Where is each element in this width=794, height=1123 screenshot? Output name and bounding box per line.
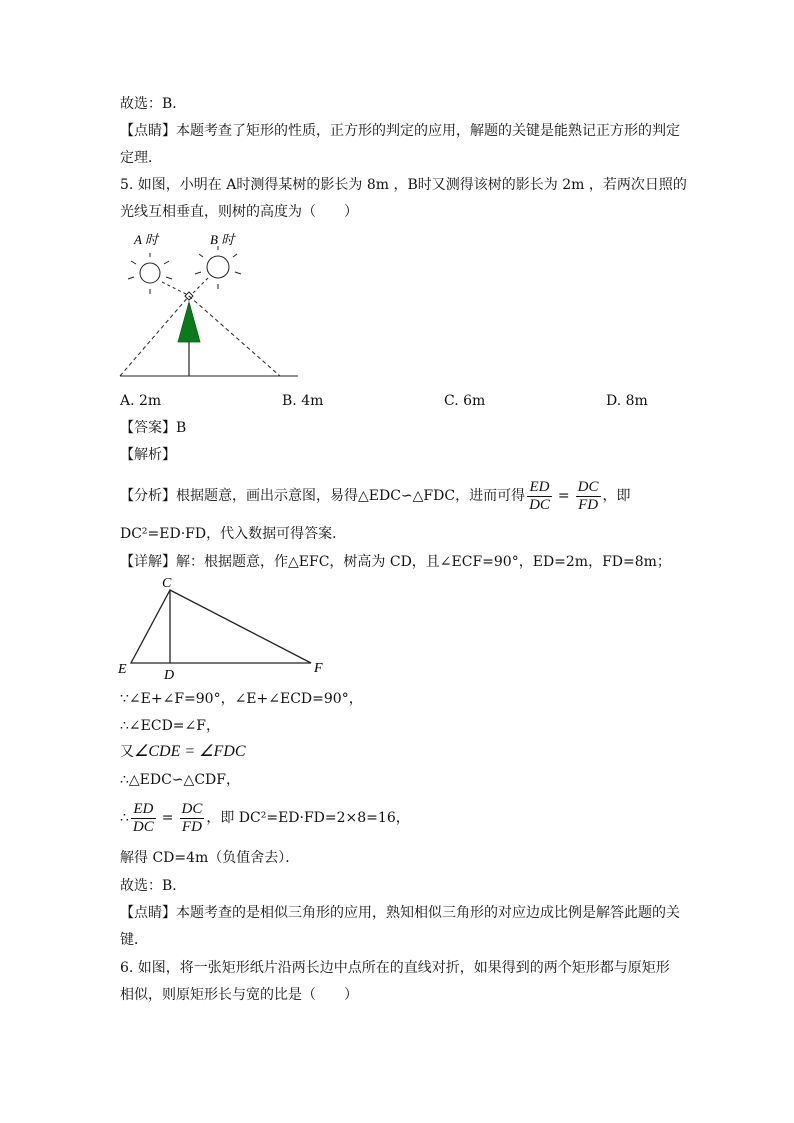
analysis-title: 【解析】 xyxy=(120,447,176,463)
option-b[interactable]: B. 4m xyxy=(282,393,324,409)
question-5-stem: 5. 如图，小明在 A时测得某树的影长为 8m ，B时又测得该树的影长为 2m ，若两次日照的 xyxy=(120,177,687,193)
text-line: 故选：B． xyxy=(120,96,187,112)
fraction-ed-dc: $\frac{ED}{DC}$ xyxy=(529,478,550,513)
detail-line: 【详解】解：根据题意，作△EFC，树高为 CD，且∠ECF=90°，ED=2m，FD=8m； xyxy=(120,554,671,570)
option-a[interactable]: A. 2m xyxy=(120,393,162,409)
step-4: ∴△EDC∽△CDF， xyxy=(120,772,240,788)
label-d: D xyxy=(164,668,175,683)
question-6-stem: 6. 如图，将一张矩形纸片沿两长边中点所在的直线对折，如果得到的两个矩形都与原矩形 xyxy=(120,960,670,976)
step-6: 解得 CD=4m（负值舍去）． xyxy=(120,850,300,866)
analysis-line-2: DC²=ED·FD，代入数据可得答案． xyxy=(120,526,347,542)
step-2: ∴∠ECD=∠F， xyxy=(120,718,220,734)
tree-shadow-figure xyxy=(112,226,302,382)
question-6-stem-cont: 相似，则原矩形长与宽的比是（ ） xyxy=(120,987,358,1003)
label-a-time: A 时 xyxy=(134,232,158,247)
fraction-dc-fd: $\frac{DC}{FD}$ xyxy=(577,478,599,513)
triangle-efc xyxy=(131,590,311,663)
text-line: 定理． xyxy=(120,150,162,166)
comment-line-cont: 键． xyxy=(120,932,148,948)
option-d[interactable]: D. 8m xyxy=(606,393,648,409)
step-1: ∵∠E+∠F=90°，∠E+∠ECD=90°， xyxy=(120,691,363,707)
equals-sign: = xyxy=(557,488,570,504)
sun-b-icon xyxy=(195,246,241,289)
fraction-dc-fd-2: $\frac{DC}{FD}$ xyxy=(181,800,203,835)
label-f: F xyxy=(314,661,323,676)
fraction-ed-dc-2: $\frac{ED}{DC}$ xyxy=(132,800,154,835)
triangle-figure xyxy=(112,574,332,686)
ray-a xyxy=(120,296,189,376)
label-e: E xyxy=(118,662,127,677)
question-5-stem-cont: 光线互相垂直，则树的高度为（ ） xyxy=(120,204,358,220)
equals-sign-2: = xyxy=(161,810,174,826)
option-c[interactable]: C. 6m xyxy=(444,393,486,409)
tree-icon xyxy=(178,302,200,342)
label-b-time: B 时 xyxy=(210,232,235,247)
answer-label: 【答案】B xyxy=(120,420,187,436)
step-3: 又∠CDE = ∠FDC xyxy=(120,743,246,760)
ray-a-upper xyxy=(162,282,186,294)
step-7: 故选：B． xyxy=(120,878,187,894)
angle-equation: ∠CDE = ∠FDC xyxy=(134,743,246,760)
ray-b xyxy=(189,296,280,376)
text-line: 【点睛】本题考查了矩形的性质，正方形的判定的应用，解题的关键是能熟记正方形的判定 xyxy=(120,123,680,139)
label-c: C xyxy=(162,576,172,591)
analysis-text-tail: ，即 xyxy=(602,488,631,504)
sun-a-icon xyxy=(128,253,172,294)
analysis-line xyxy=(120,478,631,514)
step-5: ∴ $\frac{ED}{DC}$ = $\frac{DC}{FD}$ ，即 DC²=ED·FD=2×8=16， xyxy=(120,800,410,835)
analysis-text: 【分析】根据题意，画出示意图，易得△EDC∽△FDC，进而可得 xyxy=(120,488,526,504)
comment-line: 【点睛】本题考查的是相似三角形的应用，熟知相似三角形的对应边成比例是解答此题的关 xyxy=(120,905,680,921)
ray-b-upper xyxy=(192,278,208,294)
